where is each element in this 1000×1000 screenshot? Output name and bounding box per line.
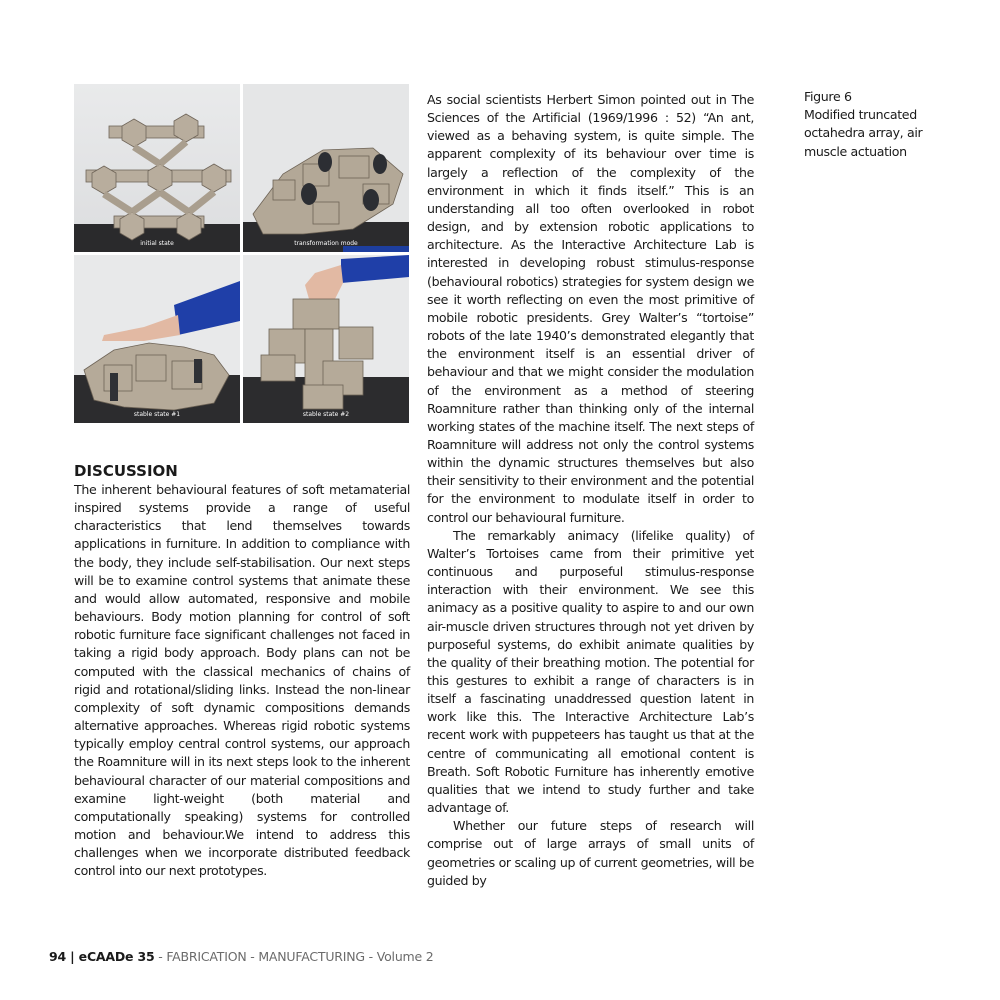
- panel-label: stable state #2: [302, 411, 350, 418]
- page-footer: [49, 949, 434, 964]
- figure-6: [74, 84, 410, 422]
- paragraph: As social scientists Herbert Simon pointed out in The Sciences of the Artificial (1969/1996 : 52) “An ant, viewed as a behaving system, is quite simple. The apparent complexity of its behaviour over time is largely a reflection of the complexity of the environment in which it finds itself.” This is an understanding all too often overlooked in robot design, and by extension robotic applications to architecture. As the Interactive Architecture Lab is interested in developing robust stimulus-response (behavioural robotics) strategies for system design we see it worth reflecting on even the most primitive of mobile robotic presidents. Grey Walter’s “tortoise” robots of the late 1940’s demonstrated elegantly that the environment itself is an essential driver of behaviour and that we might consider the modulation of the environment as a method of steering Roamniture rather than thinking only of the internal working states of the machine itself. The next steps of Roamniture will address not only the control systems within the dynamic structures themselves but also their sensitivity to their environment and the potential for the environment to modulate itself in order to control our behavioural furniture.: [427, 92, 754, 525]
- truncated-octahedra-array-photo-icon: [74, 84, 240, 252]
- caption-line: Figure 6: [804, 89, 852, 104]
- photo-stable-state-1: [74, 255, 240, 423]
- middle-column: [427, 91, 754, 890]
- panel-label: initial state: [140, 240, 174, 247]
- panel-label: transformation mode: [294, 240, 358, 247]
- hand-lifting-array-photo-icon: [243, 255, 409, 423]
- paragraph: The inherent behavioural features of soft metamaterial inspired systems provide a range of useful characteristics that lend themselves towards applications in furniture. In addition to compliance with the body, they include self-stabilisation. Our next steps will be to examine control systems that animate these and would allow automated, responsive and mobile behaviours. Body motion planning for control of soft robotic furniture face significant challenges not faced in taking a rigid body approach. Body plans can not be computed with the classical mechanics of chains of rigid and rotational/sliding links. Instead the non-linear complexity of soft dynamic compositions demands alternative approaches. Whereas rigid robotic systems typically employ central control systems, our approach the Roamniture will in its next steps look to the inherent behavioural character of our material compositions and examine light-weight (both material and computationally speaking) systems for controlled motion and behaviour.We intend to address this challenges when we incorporate distributed feedback control into our next prototypes.: [74, 482, 410, 879]
- paragraph: Whether our future steps of research will comprise out of large arrays of small units of geometries or scaling up of current geometries, will be guided by: [427, 818, 754, 888]
- section-heading: DISCUSSION: [74, 462, 178, 480]
- caption-line: octahedra array, air: [804, 125, 923, 141]
- photo-initial-state: [74, 84, 240, 252]
- caption-line: Modified truncated: [804, 107, 917, 123]
- page-number-journal: 94 | eCAADe 35: [49, 949, 155, 964]
- air-muscle-actuated-array-photo-icon: [243, 84, 409, 252]
- paragraph: The remarkably animacy (lifelike quality) of Walter’s Tortoises came from their primitive yet continuous and purposeful stimulus-response interaction with their environment. We see this animacy as a positive quality to aspire to and our own air-muscle driven structures through not yet driven by purposeful systems, do exhibit animate qualities by the quality of their breathing motion. The potential for this gestures to exhibit a range of characters is in itself a fascinating unaddressed question latent in work like this. The Interactive Architecture Lab’s recent work with puppeteers has taught us that at the centre of communicating all emotional content is Breath. Soft Robotic Furniture has inherently emotive qualities that we intend to study further and take advantage of.: [427, 527, 754, 816]
- photo-stable-state-2: [243, 255, 409, 423]
- caption-line: muscle actuation: [804, 143, 907, 159]
- hand-pressing-array-photo-icon: [74, 255, 240, 423]
- panel-label: stable state #1: [133, 411, 181, 418]
- figure-caption: [804, 88, 944, 161]
- section-title: - FABRICATION - MANUFACTURING - Volume 2: [154, 949, 434, 964]
- photo-transformation-mode: [243, 84, 409, 252]
- left-column: [74, 462, 410, 880]
